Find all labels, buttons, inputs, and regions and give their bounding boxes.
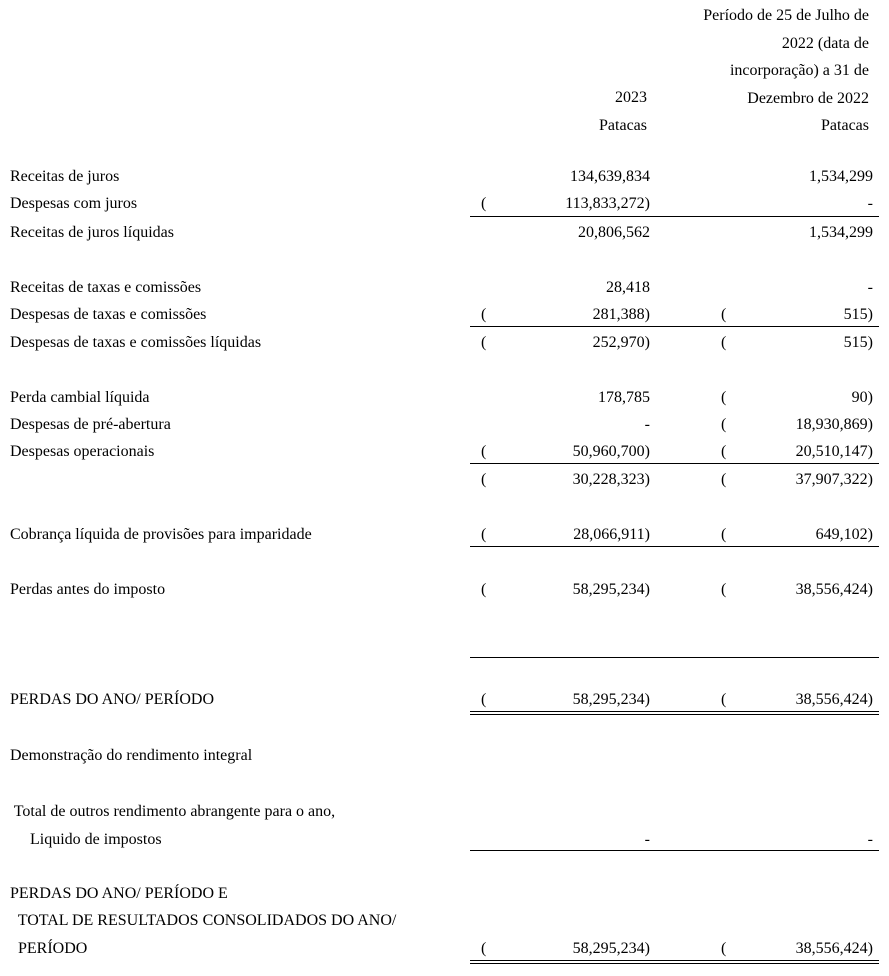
- col-2022-value: 1,534,299: [809, 224, 873, 241]
- rule-before-loss-for-year: [470, 657, 879, 658]
- col-2022-open-paren: (: [721, 581, 727, 598]
- row-comprehensive-income-heading: [0, 746, 889, 766]
- row-label: Despesas de taxas e comissões: [10, 306, 207, 323]
- col-2023-value: 28,418: [606, 279, 650, 296]
- row-impairment-recovery: [0, 525, 889, 545]
- row-total-comprehensive-line1: [0, 884, 889, 904]
- row-label: Total de outros rendimento abrangente para o ano,: [10, 803, 336, 820]
- column-header-currency: Patacas: [599, 116, 647, 134]
- col-2022-value: 38,556,424): [795, 581, 873, 598]
- col-2023-open-paren: (: [481, 306, 487, 323]
- col-2022-value: 20,510,147): [795, 443, 873, 460]
- row-fx-loss: [0, 388, 889, 408]
- column-header-2022-period: [703, 2, 869, 140]
- col-2023-open-paren: (: [481, 940, 487, 957]
- rule-after-operating-expense: [470, 463, 879, 464]
- col-2023-value: -: [644, 416, 650, 433]
- col-2022-value: 90): [851, 389, 873, 406]
- col-2022-open-paren: (: [721, 389, 727, 406]
- col-2023-open-paren: (: [481, 526, 487, 543]
- col-2023-open-paren: (: [481, 581, 487, 598]
- column-header-period-line: incorporação) a 31 de: [729, 62, 869, 79]
- row-pre-opening-expense: [0, 415, 889, 435]
- row-net-of-tax: [0, 830, 889, 850]
- row-interest-expense: [0, 194, 889, 214]
- row-subtotal: [0, 470, 889, 490]
- col-2023-value: -: [644, 831, 650, 848]
- col-2023-value: 20,806,562: [578, 224, 650, 241]
- row-label: TOTAL DE RESULTADOS CONSOLIDADOS DO ANO/: [10, 912, 397, 929]
- row-label: Receitas de taxas e comissões: [10, 279, 202, 296]
- row-label: Despesas operacionais: [10, 443, 155, 460]
- col-2022-open-paren: (: [721, 471, 727, 488]
- row-label: Receitas de juros líquidas: [10, 224, 174, 241]
- row-total-comprehensive-line2: [0, 911, 889, 931]
- col-2022-open-paren: (: [721, 416, 727, 433]
- col-2022-open-paren: (: [721, 691, 727, 708]
- col-2022-value: 515): [843, 306, 873, 323]
- row-label: Despesas de taxas e comissões líquidas: [10, 334, 262, 351]
- col-2023-value: 28,066,911): [573, 526, 650, 543]
- col-2022-value: -: [867, 831, 873, 848]
- row-label: Perda cambial líquida: [10, 389, 150, 406]
- col-2022-open-paren: (: [721, 306, 727, 323]
- row-loss-for-year: [0, 690, 889, 710]
- row-label: Cobrança líquida de provisões para imparidade: [10, 526, 312, 543]
- row-net-interest-income: [0, 223, 889, 243]
- rule-after-fee-expense: [470, 326, 879, 327]
- column-header-currency: Patacas: [821, 117, 869, 134]
- row-net-fee-expense: [0, 333, 889, 353]
- row-fee-income: [0, 278, 889, 298]
- row-total-comprehensive-line3: [0, 939, 889, 959]
- col-2023-value: 58,295,234): [572, 940, 650, 957]
- col-2023-value: 252,970): [592, 334, 650, 351]
- col-2023-value: 134,639,834: [570, 168, 650, 185]
- row-label: Perdas antes do imposto: [10, 581, 166, 598]
- col-2022-value: -: [867, 279, 873, 296]
- col-2022-value: 18,930,869): [795, 416, 873, 433]
- col-2022-value: -: [867, 195, 873, 212]
- col-2023-value: 178,785: [598, 389, 650, 406]
- double-rule-loss-for-year: [470, 711, 879, 715]
- double-rule-total-comprehensive: [470, 960, 879, 964]
- col-2022-open-paren: (: [721, 526, 727, 543]
- col-2023-value: 30,228,323): [572, 471, 650, 488]
- col-2023-value: 281,388): [592, 306, 650, 323]
- row-other-comprehensive-income: [0, 802, 889, 822]
- col-2022-value: 1,534,299: [809, 168, 873, 185]
- col-2023-value: 58,295,234): [572, 691, 650, 708]
- rule-after-other-income: [470, 850, 879, 851]
- col-2022-open-paren: (: [721, 443, 727, 460]
- row-label: PERDAS DO ANO/ PERÍODO: [10, 691, 215, 708]
- column-header-year: 2023: [615, 89, 647, 106]
- col-2022-value: 515): [843, 334, 873, 351]
- col-2022-value: 38,556,424): [795, 940, 873, 957]
- row-label: PERÍODO: [10, 940, 88, 957]
- col-2022-value: 38,556,424): [795, 691, 873, 708]
- col-2022-value: 649,102): [815, 526, 873, 543]
- col-2023-open-paren: (: [481, 471, 487, 488]
- col-2023-value: 113,833,272): [565, 195, 650, 212]
- col-2023-open-paren: (: [481, 691, 487, 708]
- col-2022-value: 37,907,322): [795, 471, 873, 488]
- col-2022-open-paren: (: [721, 940, 727, 957]
- col-2023-open-paren: (: [481, 195, 487, 212]
- row-label: Demonstração do rendimento integral: [10, 747, 253, 764]
- col-2023-open-paren: (: [481, 334, 487, 351]
- column-header-period-line: Dezembro de 2022: [747, 89, 869, 107]
- row-label: Despesas com juros: [10, 195, 138, 212]
- row-label: Liquido de impostos: [10, 831, 162, 848]
- col-2023-value: 50,960,700): [572, 443, 650, 460]
- rule-after-impairment: [470, 546, 879, 547]
- col-2022-open-paren: (: [721, 334, 727, 351]
- row-label: Receitas de juros: [10, 168, 120, 185]
- row-loss-before-tax: [0, 580, 889, 600]
- row-label: PERDAS DO ANO/ PERÍODO E: [10, 885, 228, 902]
- rule-after-interest-expense: [470, 216, 879, 217]
- col-2023-value: 58,295,234): [572, 581, 650, 598]
- row-label: Despesas de pré-abertura: [10, 416, 171, 433]
- column-header-2023: [599, 84, 647, 139]
- column-header-period-line: Período de 25 de Julho de: [703, 7, 869, 24]
- col-2023-open-paren: (: [481, 443, 487, 460]
- row-interest-income: [0, 167, 889, 187]
- row-fee-expense: [0, 305, 889, 325]
- column-header-period-line: 2022 (data de: [781, 34, 869, 52]
- row-operating-expense: [0, 442, 889, 462]
